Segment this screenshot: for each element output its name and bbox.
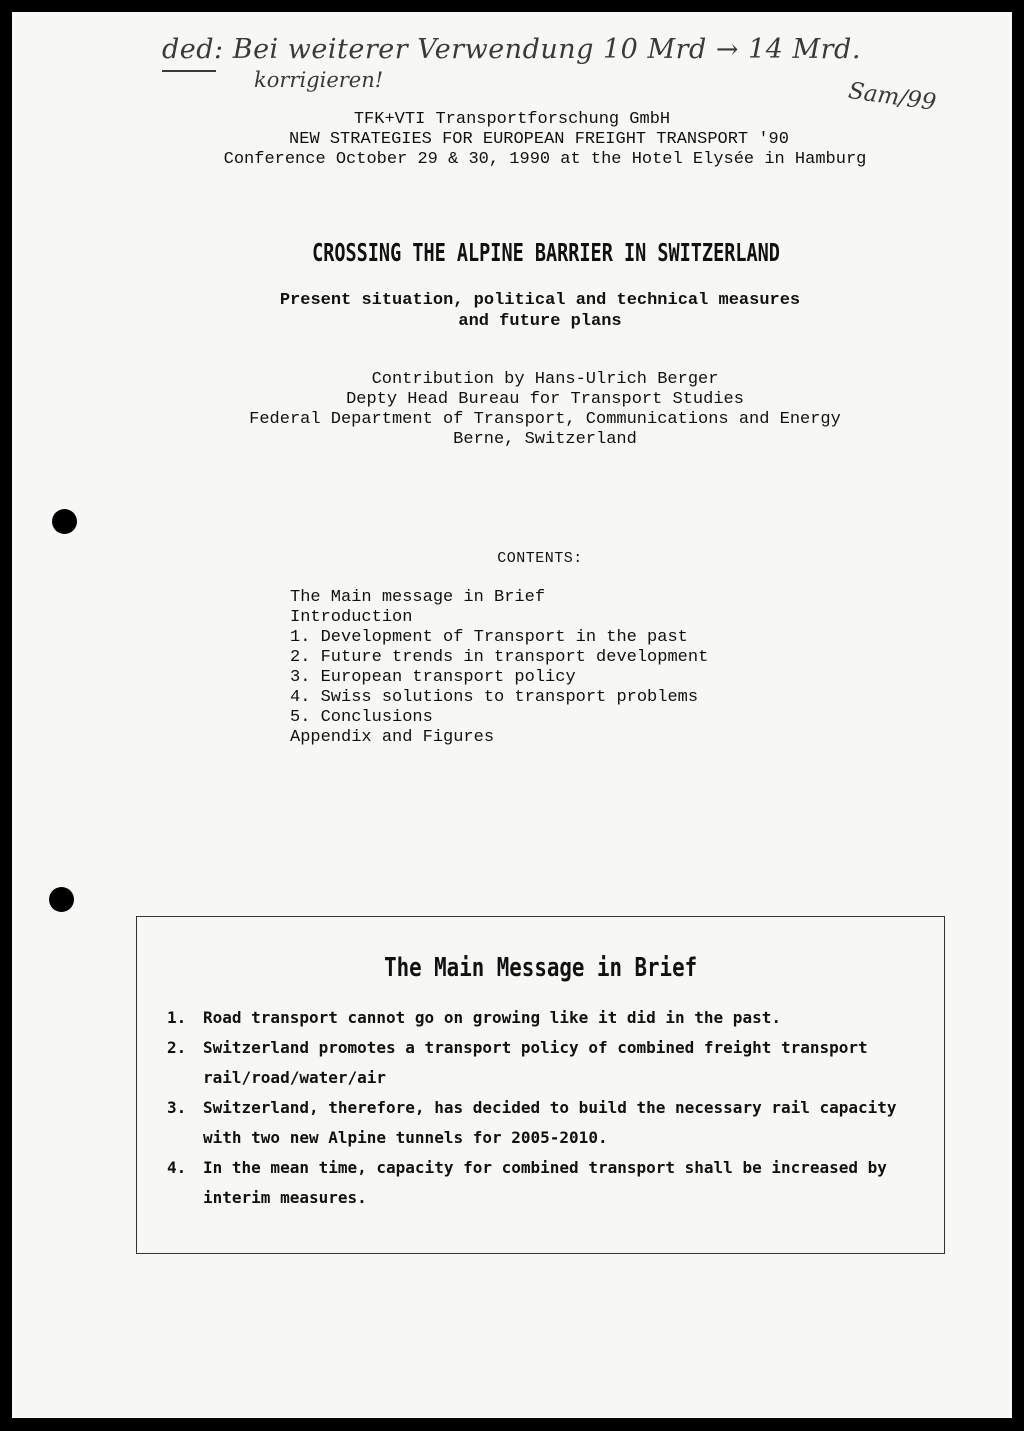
point-number: 1. [167,1008,187,1027]
main-message-point [167,1093,927,1153]
conference-details: Conference October 29 & 30, 1990 at the Hotel Elysée in Hamburg [223,150,867,169]
point-text: Switzerland, therefore, has decided to build the necessary rail capacity with two new Alpine tunnels for 2005-2010. [203,1098,897,1147]
author-line: Contribution by Hans-Ulrich Berger [371,370,719,389]
main-message-point [167,1003,927,1033]
author-block [12,370,1012,450]
point-number: 4. [167,1158,187,1177]
point-number: 3. [167,1098,187,1117]
contents-heading: CONTENTS: [497,550,583,567]
punch-hole [52,509,77,534]
handwritten-note-continued: korrigieren! [254,68,384,92]
main-message-point [167,1153,927,1213]
main-message-list [167,1003,927,1213]
subtitle-line-1: Present situation, political and technical measures [279,291,801,310]
author-position: Depty Head Bureau for Transport Studies [346,390,744,409]
author-department: Federal Department of Transport, Communications and Energy [249,410,841,429]
document-subtitle [12,290,1012,332]
point-text: In the mean time, capacity for combined transport shall be increased by interim measures. [203,1158,887,1207]
handwritten-underline [162,70,216,72]
author-location: Berne, Switzerland [453,430,637,449]
handwritten-note: ded: Bei weiterer Verwendung 10 Mrd → 14 Mrd. [162,34,861,65]
organizer: TFK+VTI Transportforschung GmbH [353,110,671,129]
contents-item: 2. Future trends in transport development [290,648,709,667]
point-number: 2. [167,1038,187,1057]
contents-item: 5. Conclusions [290,708,433,727]
contents-item: Appendix and Figures [290,728,495,747]
punch-hole [49,887,74,912]
conference-header [12,110,1012,170]
contents-item: The Main message in Brief [290,588,546,607]
main-message-title: The Main Message in Brief [384,953,698,983]
handwritten-initials: Sam/99 [846,77,938,117]
conference-name: NEW STRATEGIES FOR EUROPEAN FREIGHT TRANSPORT '90 [289,130,789,149]
subtitle-line-2: and future plans [458,312,622,331]
contents-list [290,588,708,748]
point-text: Road transport cannot go on growing like it did in the past. [203,1008,781,1027]
main-message-box [136,916,945,1254]
contents-item: 1. Development of Transport in the past [290,628,688,647]
document-title: CROSSING THE ALPINE BARRIER IN SWITZERLAND [312,238,780,267]
contents-item: 4. Swiss solutions to transport problems [290,688,699,707]
main-message-point [167,1033,927,1093]
contents-item: 3. European transport policy [290,668,576,687]
point-text: Switzerland promotes a transport policy of combined freight transport rail/road/water/air [203,1038,868,1087]
document-page [12,12,1012,1418]
contents-item: Introduction [290,608,413,627]
